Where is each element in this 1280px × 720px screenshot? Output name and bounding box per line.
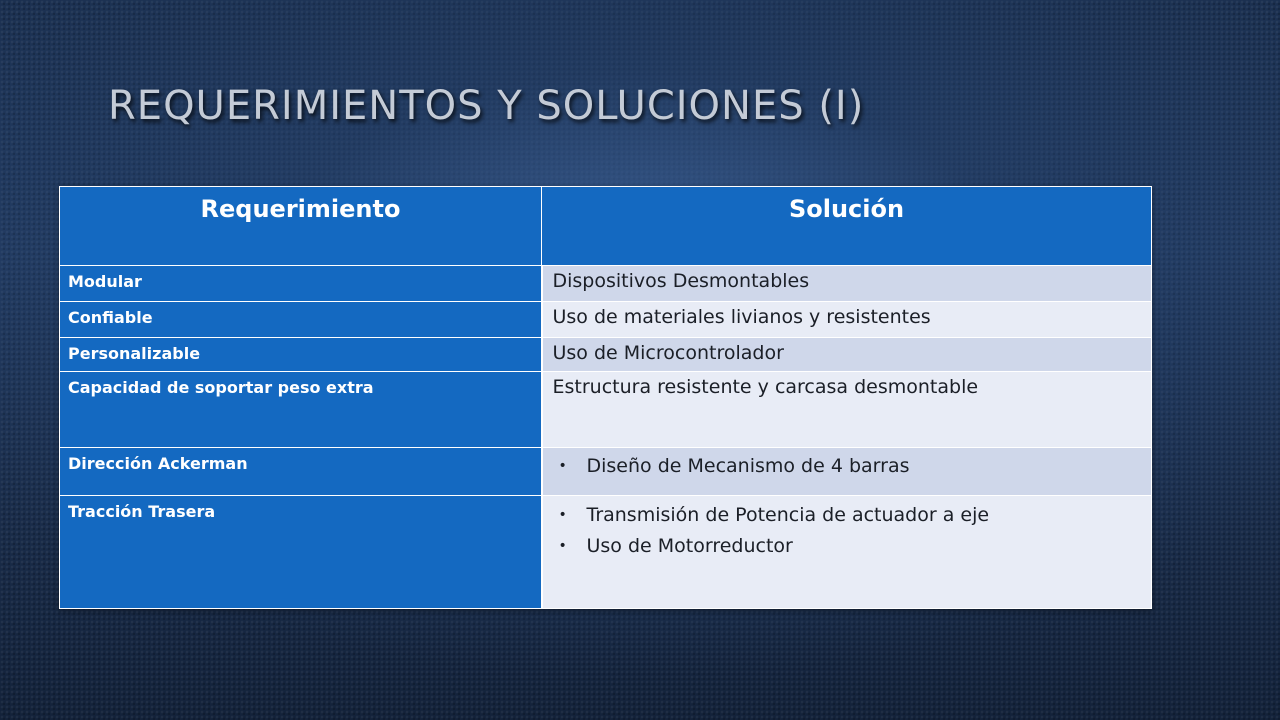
solution-list-item — [553, 496, 1142, 531]
solution-cell — [542, 448, 1152, 496]
bullet-icon: • — [558, 538, 567, 554]
requirements-table — [59, 186, 1152, 609]
table-row — [60, 266, 1152, 302]
solution-text: Uso de Motorreductor — [586, 535, 793, 557]
table-row — [60, 448, 1152, 496]
solution-text: Transmisión de Potencia de actuador a eje — [586, 504, 990, 526]
slide-title: REQUERIMIENTOS Y SOLUCIONES (I) — [108, 83, 865, 129]
requirement-cell: Dirección Ackerman — [60, 448, 542, 496]
solution-cell: Uso de materiales livianos y resistentes — [542, 302, 1152, 338]
solution-cell: Uso de Microcontrolador — [542, 338, 1152, 372]
table-row — [60, 372, 1152, 448]
solution-list — [553, 496, 1142, 562]
table-header-row — [60, 187, 1152, 266]
requirement-cell: Tracción Trasera — [60, 496, 542, 609]
table-row — [60, 302, 1152, 338]
header-solution: Solución — [542, 187, 1152, 266]
solution-list — [553, 448, 1142, 482]
requirement-cell: Capacidad de soportar peso extra — [60, 372, 542, 448]
solution-text: Diseño de Mecanismo de 4 barras — [586, 455, 910, 477]
header-requirement: Requerimiento — [60, 187, 542, 266]
solution-cell: Estructura resistente y carcasa desmontable — [542, 372, 1152, 448]
table-row — [60, 338, 1152, 372]
solution-list-item — [553, 531, 1142, 562]
table-row — [60, 496, 1152, 609]
solution-cell — [542, 496, 1152, 609]
solution-cell: Dispositivos Desmontables — [542, 266, 1152, 302]
requirement-cell: Personalizable — [60, 338, 542, 372]
bullet-icon: • — [558, 507, 567, 523]
bullet-icon: • — [558, 458, 567, 474]
requirement-cell: Confiable — [60, 302, 542, 338]
requirement-cell: Modular — [60, 266, 542, 302]
solution-list-item — [553, 448, 1142, 482]
